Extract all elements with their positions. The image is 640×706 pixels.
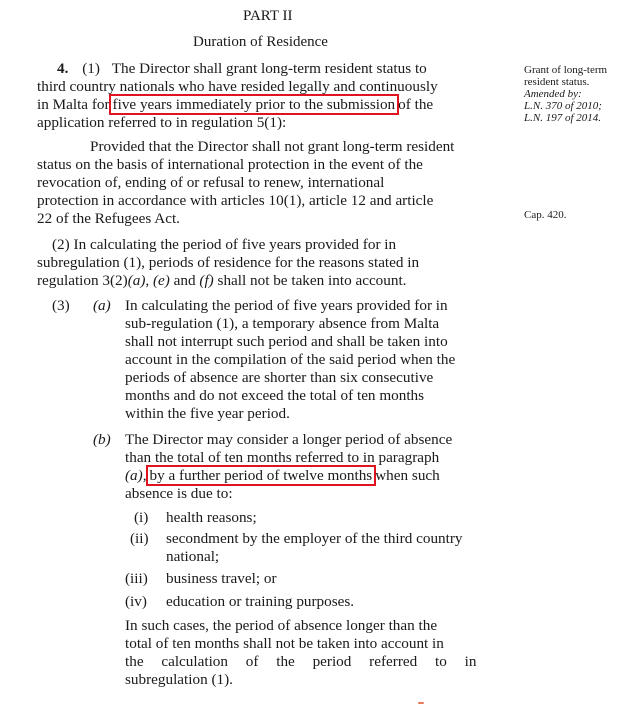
reg4-text: (f)	[199, 272, 214, 289]
reg4-line-2: third country nationals who have resided legally and continuously	[37, 78, 438, 95]
list-item: secondment by the employer of the third country	[166, 530, 463, 547]
reg4-line-3	[37, 96, 433, 114]
reg4-text: shall not be taken into account.	[213, 272, 407, 289]
margin-note-title: resident status.	[524, 76, 590, 88]
reg4-3a-line: within the five year period.	[125, 405, 290, 422]
margin-note-title: Grant of long-term	[524, 64, 608, 76]
list-item-number: (iv)	[125, 593, 147, 610]
reg4-text: (a)	[127, 272, 146, 289]
subparagraph-label: (b)	[93, 431, 111, 448]
reg4-text: (a),	[125, 467, 147, 484]
reg4-3a-line: periods of absence are shorter than six consecutive	[125, 369, 434, 386]
subparagraph-label: (a)	[93, 297, 111, 314]
reg4-3a-line: shall not interrupt such period and shall be taken into	[125, 333, 448, 350]
closing-line: subregulation (1).	[125, 671, 233, 688]
list-item-number: (ii)	[130, 530, 149, 547]
section-heading: Duration of Residence	[193, 34, 328, 50]
reg4-3b-line: The Director may consider a longer period of absence	[125, 431, 453, 448]
proviso-line: revocation of, ending of or refusal to renew, international	[37, 174, 385, 191]
reg4-2-line: (2) In calculating the period of five years provided for in	[52, 236, 397, 253]
reg4-3b-line: absence is due to:	[125, 485, 233, 502]
proviso-line: 22 of the Refugees Act.	[37, 210, 180, 227]
closing-line: total of ten months shall not be taken into account in	[125, 635, 444, 652]
paragraph-label: (1)	[82, 60, 100, 77]
ink-mark	[418, 702, 424, 704]
margin-note-ref: L.N. 197 of 2014.	[524, 112, 602, 124]
reg4-line-4: application referred to in regulation 5(1):	[37, 114, 287, 131]
list-item-number: (iii)	[125, 570, 148, 587]
reg4-text: and	[169, 272, 200, 289]
reg4-text: ,	[145, 272, 153, 289]
paragraph-label: (3)	[52, 297, 70, 314]
closing-line: the calculation of the period referred to in	[125, 653, 477, 670]
highlight-box: five years immediately prior to the submission	[109, 94, 400, 115]
part-heading: PART II	[243, 8, 293, 24]
list-item: health reasons;	[166, 509, 257, 526]
reg4-2-line	[37, 272, 406, 290]
reg4-3a-line: account in the compilation of the said period when the	[125, 351, 456, 368]
proviso-line: protection in accordance with articles 10(1), article 12 and article	[37, 192, 434, 209]
reg4-text: when such	[375, 467, 440, 484]
reg4-3b-line: than the total of ten months referred to in paragraph	[125, 449, 440, 466]
reg4-text: of the	[398, 96, 434, 113]
reg4-3a-line: months and do not exceed the total of ten months	[125, 387, 425, 404]
reg4-line-1	[37, 60, 427, 78]
highlight-box: by a further period of twelve months	[146, 465, 377, 486]
margin-note-cap: Cap. 420.	[524, 209, 567, 221]
reg4-text: The Director shall grant long-term resident status to	[111, 60, 427, 77]
reg4-3a-line: sub-regulation (1), a temporary absence from Malta	[125, 315, 440, 332]
list-item: business travel; or	[166, 570, 277, 587]
list-item-number: (i)	[134, 509, 149, 526]
reg4-text: (e)	[153, 272, 170, 289]
reg4-3a-line: In calculating the period of five years provided for in	[125, 297, 448, 314]
reg4-text: in Malta for	[37, 96, 110, 113]
regulation-number: 4.	[57, 60, 69, 77]
reg4-text: regulation 3(2)	[37, 272, 128, 289]
list-item: national;	[166, 548, 220, 565]
margin-note-ref: L.N. 370 of 2010;	[524, 100, 602, 112]
margin-note-amended: Amended by:	[524, 88, 582, 100]
reg4-3b-line	[125, 467, 440, 485]
closing-line: In such cases, the period of absence longer than the	[125, 617, 438, 634]
proviso-line: Provided that the Director shall not grant long-term resident	[90, 138, 455, 155]
list-item: education or training purposes.	[166, 593, 355, 610]
proviso-line: status on the basis of international protection in the event of the	[37, 156, 423, 173]
reg4-2-line: subregulation (1), periods of residence for the reasons stated in	[37, 254, 420, 271]
